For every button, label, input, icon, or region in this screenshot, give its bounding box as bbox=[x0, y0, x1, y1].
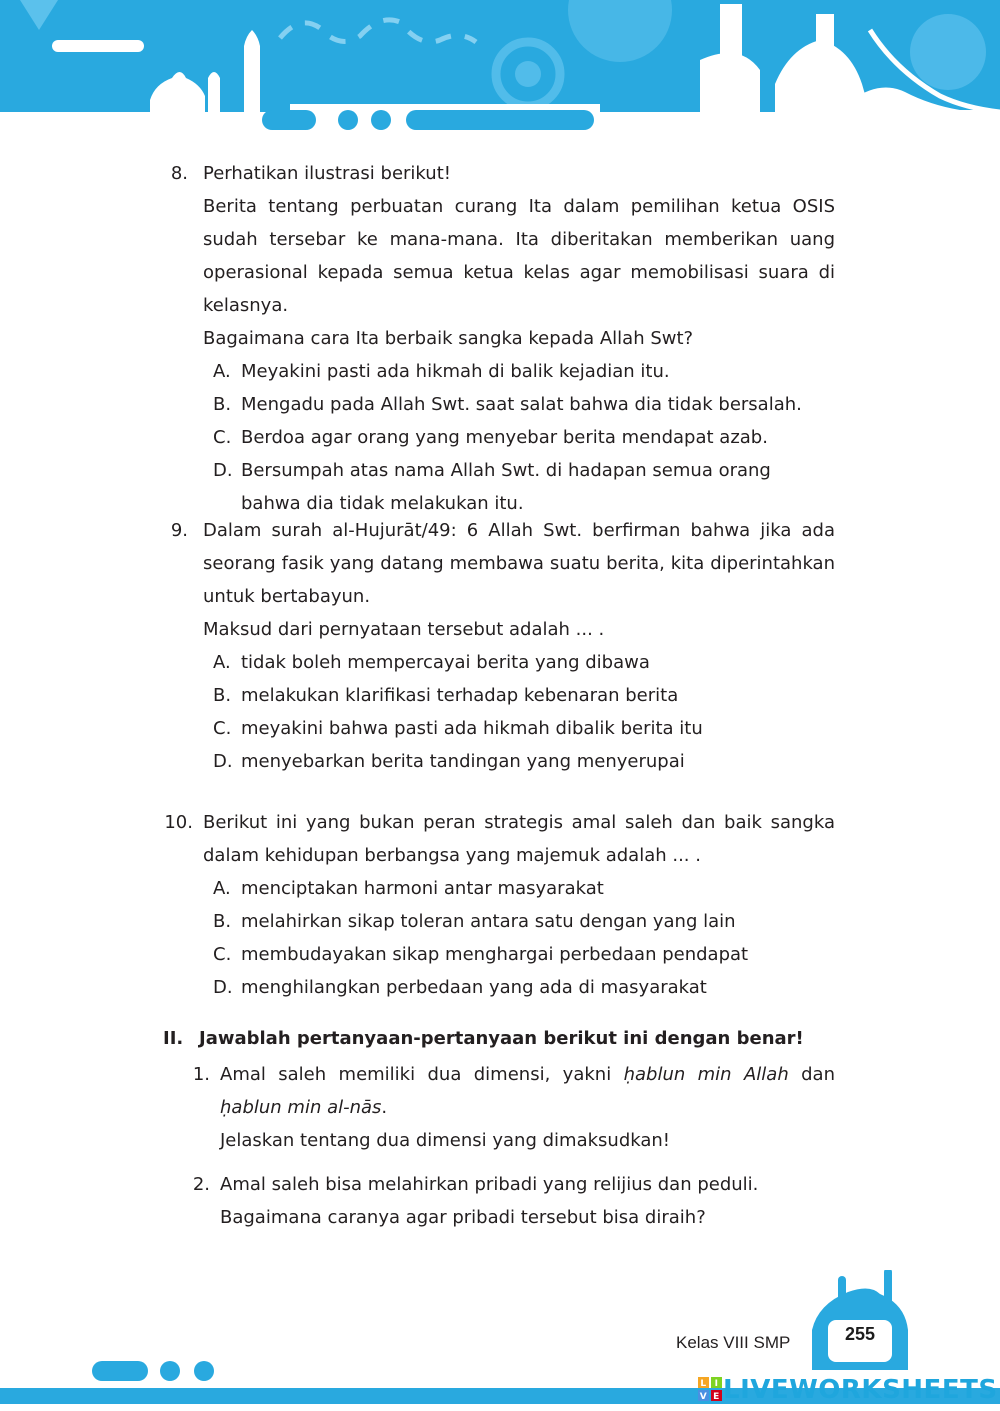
option-text: Bersumpah atas nama Allah Swt. di hadapan semua orang bahwa dia tidak melakukan itu. bbox=[241, 460, 771, 514]
section-heading bbox=[163, 1024, 804, 1054]
option-text: membudayakan sikap menghargai perbedaan pendapat bbox=[241, 944, 749, 965]
question-number: 10. bbox=[164, 812, 193, 833]
option-c[interactable] bbox=[203, 938, 835, 971]
term-hablun-min-al-nas: ḥablun min al-nās bbox=[220, 1097, 382, 1118]
essay-text-part: Amal saleh memiliki dua dimensi, yakni bbox=[220, 1064, 624, 1085]
liveworksheets-badge-icon bbox=[698, 1377, 722, 1401]
svg-text:L: L bbox=[700, 1379, 707, 1389]
option-text: menghilangkan perbedaan yang ada di masyarakat bbox=[241, 977, 707, 998]
option-letter: A. bbox=[213, 652, 231, 673]
essay-instruction: Jelaskan tentang dua dimensi yang dimaksudkan! bbox=[220, 1130, 670, 1151]
question-text: Berikut ini yang bukan peran strategis amal saleh dan baik sangka dalam kehidupan berbangsa yang majemuk adalah ... . bbox=[203, 812, 835, 866]
option-a[interactable] bbox=[203, 355, 835, 388]
option-d[interactable] bbox=[203, 454, 835, 520]
option-letter: C. bbox=[213, 718, 232, 739]
option-letter: D. bbox=[213, 751, 233, 772]
question-text: Dalam surah al-Hujurāt/49: 6 Allah Swt. berfirman bahwa jika ada seorang fasik yang datang membawa suatu berita, kita diperintahkan untuk bertabayun. bbox=[203, 520, 835, 607]
option-letter: B. bbox=[213, 394, 232, 415]
option-b[interactable] bbox=[203, 679, 835, 712]
page-number: 255 bbox=[844, 1324, 876, 1344]
option-text: tidak boleh mempercayai berita yang dibawa bbox=[241, 652, 650, 673]
option-letter: B. bbox=[213, 911, 232, 932]
essay-body bbox=[220, 1058, 835, 1157]
section-number: II. bbox=[163, 1028, 184, 1049]
question-text: Maksud dari pernyataan tersebut adalah ... . bbox=[203, 619, 605, 640]
question-text: Perhatikan ilustrasi berikut! bbox=[203, 163, 451, 184]
question-number: 8. bbox=[170, 163, 188, 184]
option-text: Berdoa agar orang yang menyebar berita mendapat azab. bbox=[241, 427, 768, 448]
option-text: menciptakan harmoni antar masyarakat bbox=[241, 878, 604, 899]
essay-number: 2. bbox=[192, 1174, 210, 1195]
brand-name: LIVEWORKSHEETS bbox=[723, 1375, 998, 1405]
option-text: Mengadu pada Allah Swt. saat salat bahwa dia tidak bersalah. bbox=[241, 394, 802, 415]
option-text: meyakini bahwa pasti ada hikmah dibalik berita itu bbox=[241, 718, 703, 739]
essay-text bbox=[220, 1058, 835, 1124]
svg-text:I: I bbox=[714, 1379, 719, 1389]
essay-text-part: . bbox=[381, 1097, 388, 1118]
option-letter: A. bbox=[213, 878, 231, 899]
header-mosque-banner bbox=[0, 0, 1000, 140]
option-letter: D. bbox=[213, 977, 233, 998]
option-text: melahirkan sikap toleran antara satu dengan yang lain bbox=[241, 911, 736, 932]
option-b[interactable] bbox=[203, 388, 835, 421]
svg-text:V: V bbox=[699, 1392, 708, 1401]
option-letter: D. bbox=[213, 460, 233, 481]
option-letter: C. bbox=[213, 427, 232, 448]
question-number: 9. bbox=[170, 520, 188, 541]
essay-number: 1. bbox=[192, 1064, 210, 1085]
question-body bbox=[203, 514, 835, 778]
essay-body bbox=[220, 1168, 835, 1234]
option-text: melakukan klarifikasi terhadap kebenaran berita bbox=[241, 685, 679, 706]
option-letter: C. bbox=[213, 944, 232, 965]
section-title: Jawablah pertanyaan-pertanyaan berikut ini dengan benar! bbox=[199, 1028, 804, 1049]
option-b[interactable] bbox=[203, 905, 835, 938]
question-text: Bagaimana cara Ita berbaik sangka kepada Allah Swt? bbox=[203, 328, 694, 349]
svg-text:E: E bbox=[713, 1392, 720, 1401]
essay-text-part: dan bbox=[788, 1064, 835, 1085]
term-hablun-min-allah: ḥablun min Allah bbox=[623, 1064, 789, 1085]
option-a[interactable] bbox=[203, 872, 835, 905]
option-letter: A. bbox=[213, 361, 231, 382]
essay-text: Amal saleh bisa melahirkan pribadi yang relijius dan peduli. bbox=[220, 1174, 759, 1195]
option-a[interactable] bbox=[203, 646, 835, 679]
question-body bbox=[203, 157, 835, 520]
question-body bbox=[203, 806, 835, 1004]
option-c[interactable] bbox=[203, 421, 835, 454]
option-d[interactable] bbox=[203, 971, 835, 1004]
essay-instruction: Bagaimana caranya agar pribadi tersebut bisa diraih? bbox=[220, 1207, 706, 1228]
option-letter: B. bbox=[213, 685, 232, 706]
footer-class-label: Kelas VIII SMP bbox=[676, 1333, 791, 1352]
option-text: menyebarkan berita tandingan yang menyerupai bbox=[241, 751, 685, 772]
option-text: Meyakini pasti ada hikmah di balik kejadian itu. bbox=[241, 361, 670, 382]
option-d[interactable] bbox=[203, 745, 835, 778]
question-text: Berita tentang perbuatan curang Ita dalam pemilihan ketua OSIS sudah tersebar ke mana-mana. Ita diberitakan memberikan uang operasional kepada semua ketua kelas agar memobilisasi suara di kelasnya. bbox=[203, 196, 835, 316]
liveworksheets-logo[interactable] bbox=[698, 1375, 998, 1405]
option-c[interactable] bbox=[203, 712, 835, 745]
